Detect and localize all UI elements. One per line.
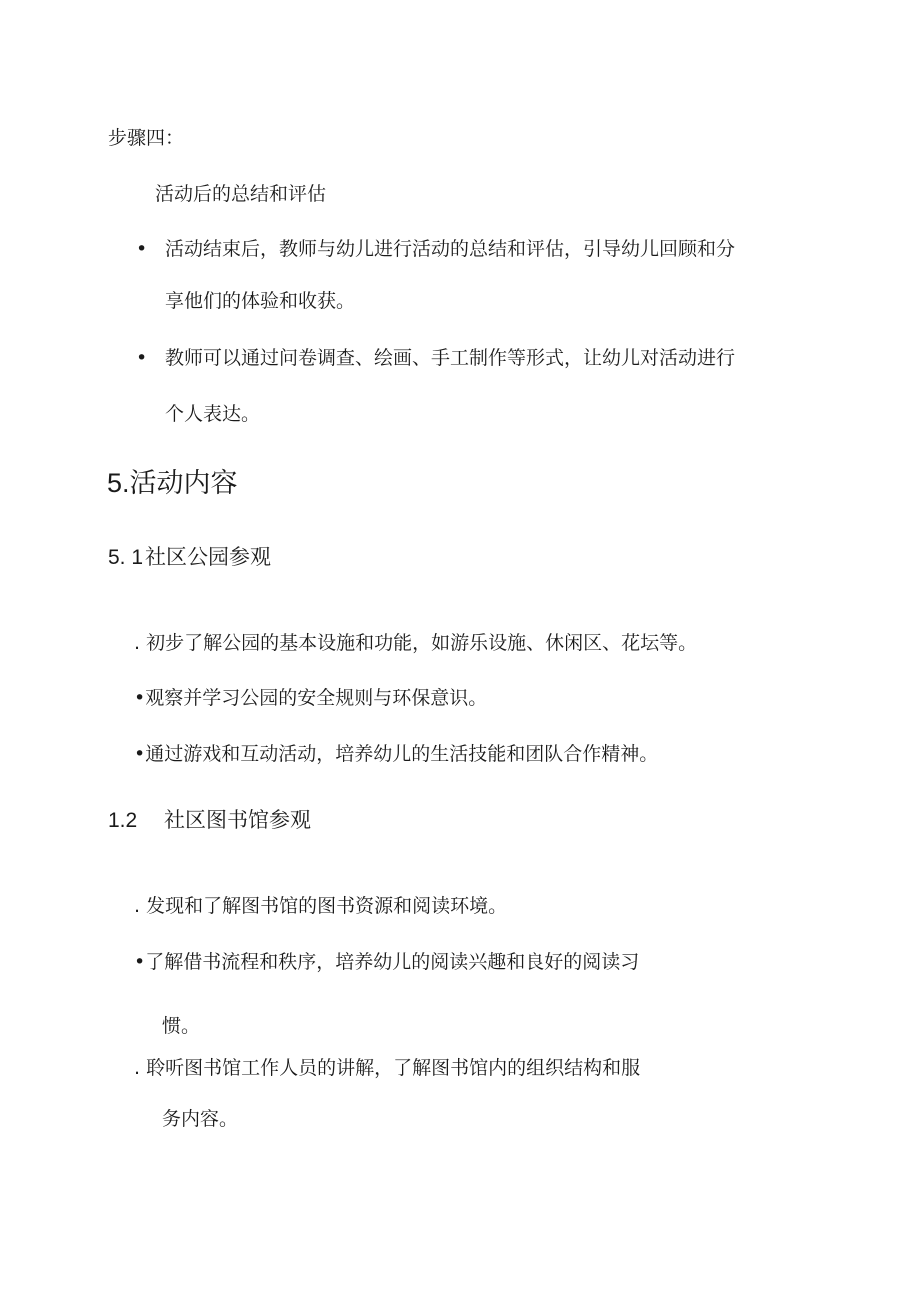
park-item-3: •通过游戏和互动活动，培养幼儿的生活技能和团队合作精神。 <box>134 743 659 765</box>
section51-number: 5. 1 <box>108 546 144 569</box>
step-heading: 步骤四： <box>108 127 185 149</box>
section5-number: 5. <box>107 468 130 498</box>
bullet-marker: • <box>136 238 148 260</box>
section5-title: 活动内容 <box>129 468 238 499</box>
bullet-marker: • <box>136 347 148 369</box>
section12-heading <box>108 806 311 835</box>
section51-heading <box>108 543 271 572</box>
bullet2-line1: 教师可以通过问卷调查、绘画、手工制作等形式，让幼儿对活动进行 <box>165 347 736 369</box>
step-subheading: 活动后的总结和评估 <box>155 183 327 205</box>
bullet2-line2: 个人表达。 <box>165 403 261 425</box>
library-item-1: . 发现和了解图书馆的图书资源和阅读环境。 <box>134 895 508 917</box>
library-item-3-line1: . 聆听图书馆工作人员的讲解，了解图书馆内的组织结构和服 <box>134 1057 641 1079</box>
section51-title: 社区公园参观 <box>145 545 272 569</box>
section5-heading <box>107 466 238 501</box>
library-item-2-line1: •了解借书流程和秩序，培养幼儿的阅读兴趣和良好的阅读习 <box>134 951 640 973</box>
park-item-2: •观察并学习公园的安全规则与环保意识。 <box>134 687 488 709</box>
park-item-1: . 初步了解公园的基本设施和功能，如游乐设施、休闲区、花坛等。 <box>134 632 698 654</box>
section12-number: 1.2 <box>108 809 138 832</box>
library-item-3-line2: 务内容。 <box>162 1108 239 1130</box>
section12-title: 社区图书馆参观 <box>164 808 311 832</box>
library-item-2-line2: 惯。 <box>162 1015 201 1037</box>
bullet1-line2: 享他们的体验和收获。 <box>165 290 356 312</box>
bullet1-line1: 活动结束后，教师与幼儿进行活动的总结和评估，引导幼儿回顾和分 <box>165 238 736 260</box>
